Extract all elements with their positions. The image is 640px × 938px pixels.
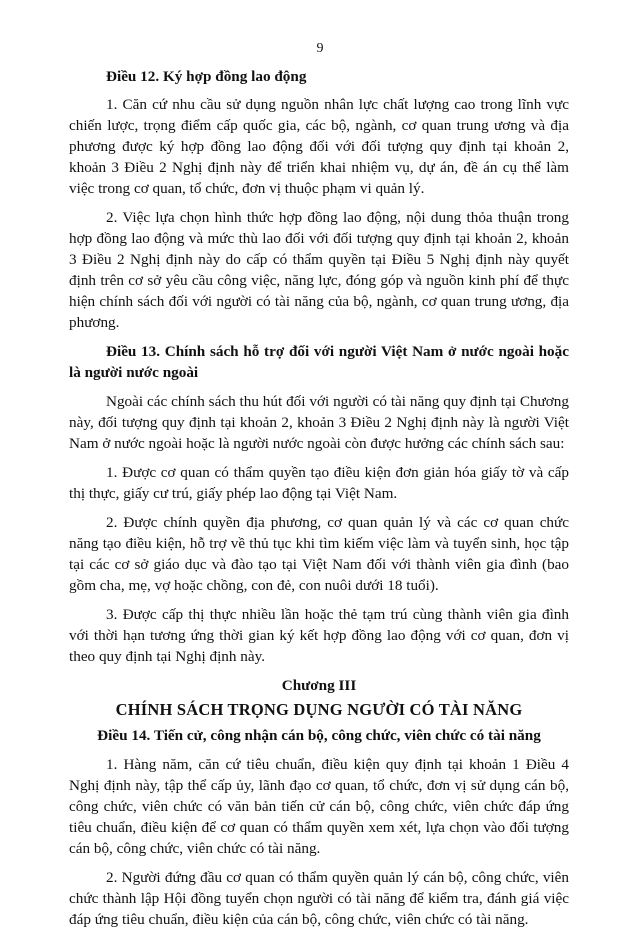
article-12-clause-2: 2. Việc lựa chọn hình thức hợp đồng lao động, nội dung thỏa thuận trong hợp đồng lao động và mức thù lao đối với đối tượng quy định tại khoản 2, khoản 3 Điều 2 Nghị định này do cấp có thẩm quyền tại Điều 5 Nghị định này quyết định trên cơ sở yêu cầu công việc, năng lực, đóng góp và nguồn kinh phí để thực hiện chính sách đối với người có tài năng của bộ, ngành, cơ quan trung ương, địa phương. [69, 209, 569, 331]
article-13-clause-1: 1. Được cơ quan có thẩm quyền tạo điều kiện đơn giản hóa giấy tờ và cấp thị thực, giấy cư trú, giấy phép lao động tại Việt Nam. [69, 464, 569, 502]
article-12-clause-1: 1. Căn cứ nhu cầu sử dụng nguồn nhân lực chất lượng cao trong lĩnh vực chiến lược, trọng điểm cấp quốc gia, các bộ, ngành, cơ quan trung ương và địa phương được ký hợp đồng lao động đối với đối tượng quy định tại khoản 2, khoản 3 Điều 2 Nghị định này để triển khai nhiệm vụ, dự án, đề án cụ thể làm việc trong cơ quan, tổ chức, đơn vị thuộc phạm vi quản lý. [69, 96, 569, 197]
article-13 [69, 341, 569, 667]
chapter-3 [69, 675, 569, 720]
article-14 [69, 725, 569, 930]
article-13-clause-2: 2. Được chính quyền địa phương, cơ quan quản lý và các cơ quan chức năng tạo điều kiện, hỗ trợ về thủ tục khi tìm kiếm việc làm và tuyển sinh, học tập tại các cơ sở giáo dục và đào tạo tại Việt Nam đối với thành viên gia đình (bao gồm cha, mẹ, vợ hoặc chồng, con đẻ, con nuôi dưới 18 tuổi). [69, 514, 569, 594]
article-12-heading: Điều 12. Ký hợp đồng lao động [106, 68, 307, 85]
article-13-clause-3: 3. Được cấp thị thực nhiều lần hoặc thẻ tạm trú cùng thành viên gia đình với thời hạn tương ứng thời gian ký kết hợp đồng lao động với cơ quan, đơn vị theo quy định tại Nghị định này. [69, 606, 569, 665]
chapter-title: CHÍNH SÁCH TRỌNG DỤNG NGƯỜI CÓ TÀI NĂNG [115, 700, 523, 719]
article-14-clause-2: 2. Người đứng đầu cơ quan có thẩm quyền quản lý cán bộ, công chức, viên chức thành lập Hội đồng tuyển chọn người có tài năng để kiểm tra, đánh giá việc đáp ứng tiêu chuẩn, điều kiện của cán bộ, công chức, viên chức có tài năng. [69, 869, 569, 928]
page-number: 9 [316, 41, 324, 56]
chapter-number: Chương III [281, 677, 357, 694]
article-12 [69, 66, 569, 333]
article-14-clause-1: 1. Hàng năm, căn cứ tiêu chuẩn, điều kiện quy định tại khoản 1 Điều 4 Nghị định này, tập thể cấp ủy, lãnh đạo cơ quan, tổ chức, đơn vị sử dụng cán bộ, công chức, viên chức có văn bản tiến cử cán bộ, công chức, viên chức đáp ứng tiêu chuẩn, điều kiện để cơ quan có thẩm quyền xem xét, lựa chọn vào đối tượng cán bộ, công chức, viên chức có tài năng. [69, 756, 569, 857]
document-body [69, 66, 569, 938]
article-13-intro: Ngoài các chính sách thu hút đối với người có tài năng quy định tại Chương này, đối tượng quy định tại khoản 2, khoản 3 Điều 2 Nghị định này là người Việt Nam ở nước ngoài hoặc là người nước ngoài còn được hưởng các chính sách sau: [69, 393, 569, 452]
article-14-heading: Điều 14. Tiến cử, công nhận cán bộ, công chức, viên chức có tài năng [97, 727, 541, 744]
article-13-heading: Điều 13. Chính sách hỗ trợ đối với người Việt Nam ở nước ngoài hoặc là người nước ngoài [69, 343, 569, 381]
